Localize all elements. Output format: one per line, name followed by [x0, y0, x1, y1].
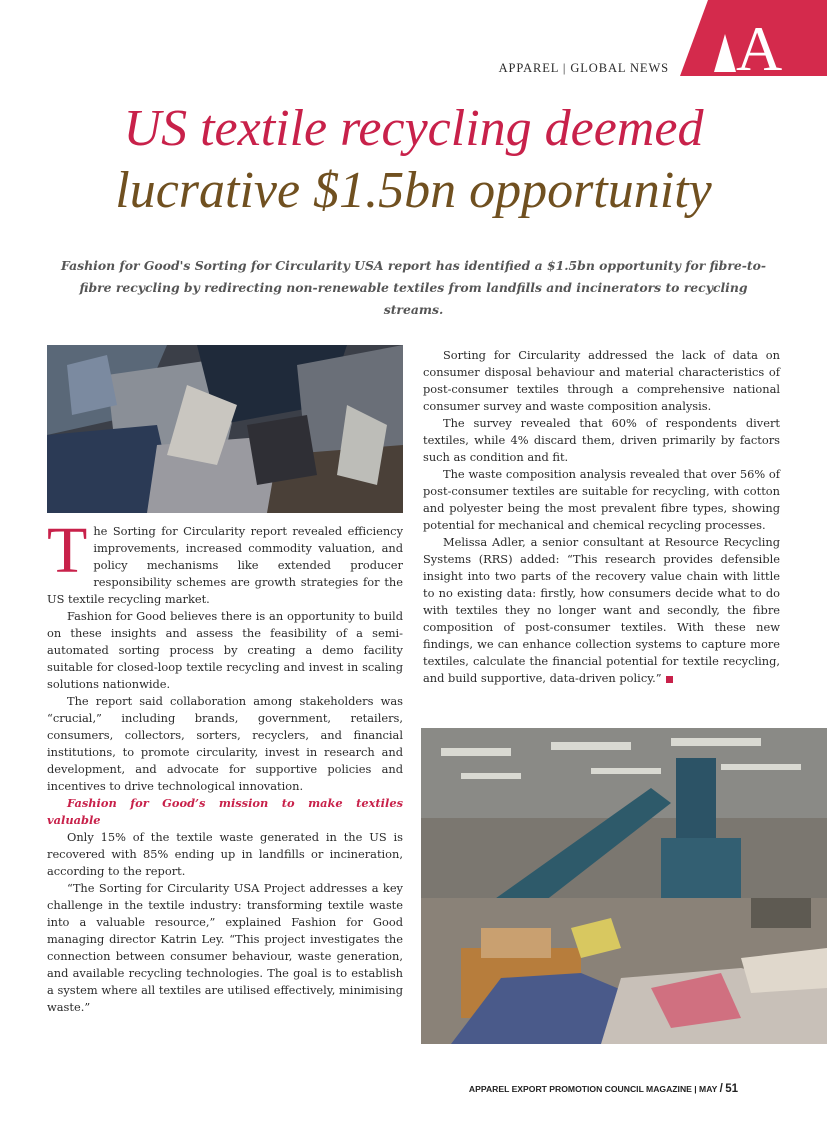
right-paragraph-4: Melissa Adler, a senior consultant at Resource Recycling Systems (RRS) added: “This research provides defensible insight into two parts of the recovery value chain with little to no existing data: firstly, how consumers decide what to do with textiles they no longer want and secondly, the fibre composition of post-consumer textiles. With these new findings, we can enhance collection systems to capture more textiles, calculate the financial potential for textile recycling, and build supportive, data-driven policy.” — [423, 535, 780, 685]
title-line-1: US textile recycling deemed — [123, 100, 704, 157]
title-line-2: lucrative $1.5bn opportunity — [115, 162, 712, 219]
footer-separator: / — [719, 1083, 723, 1095]
left-paragraph-4: Only 15% of the textile waste generated in the US is recovered with 85% ending up in landfills or incineration, according to the report. — [47, 830, 403, 878]
left-paragraph-5: “The Sorting for Circularity USA Project addresses a key challenge in the textile industry: transforming textile waste into a valuable resource,” explained Fashion for Good managing director Katrin Ley. “This project investigates the connection between consumer behaviour, waste generation, and available recycling technologies. The goal is to establish a system where all textiles are utilised effectively, minimising waste.” — [47, 881, 403, 1014]
right-paragraph-4-wrap — [423, 534, 780, 687]
facility-photo — [421, 728, 827, 1044]
left-paragraph-2: Fashion for Good believes there is an opportunity to build on these insights and assess the feasibility of a semi-automated sorting process by creating a demo facility suitable for closed-loop textile recycling and invest in scaling solutions nationwide. — [47, 609, 403, 691]
corner-logo-icon — [676, 0, 827, 76]
subheading: Fashion for Good’s mission to make textiles valuable — [47, 796, 403, 827]
right-paragraph-2: The survey revealed that 60% of respondents divert textiles, while 4% discard them, driven primarily by factors such as condition and fit. — [423, 416, 780, 464]
article-title — [20, 98, 807, 222]
left-paragraph-1: he Sorting for Circularity report revealed efficiency improvements, increased commodity valuation, and policy mechanisms like extended producer responsibility schemes are growth strategies for the US textile recycling market. — [47, 524, 403, 606]
intro-paragraph — [47, 514, 403, 608]
footer-magazine: APPAREL EXPORT PROMOTION COUNCIL MAGAZINE | MAY — [468, 1084, 718, 1094]
end-mark-icon — [666, 676, 673, 683]
drop-cap: T — [47, 514, 88, 587]
standfirst: Fashion for Good's Sorting for Circularity USA report has identified a $1.5bn opportunity for fibre-to-fibre recycling by redirecting non-renewable textiles from landfills and incinerators to recycling streams. — [60, 258, 766, 317]
section-label: APPAREL | GLOBAL NEWS — [498, 61, 669, 75]
right-paragraph-3: The waste composition analysis revealed that over 56% of post-consumer textiles are suitable for recycling, with cotton and polyester being the most prevalent fibre types, showing potential for mechanical and chemical recycling processes. — [423, 467, 780, 532]
corner-letter: A — [736, 13, 783, 76]
textiles-photo — [47, 345, 403, 513]
right-paragraph-1: Sorting for Circularity addressed the lack of data on consumer disposal behaviour and material characteristics of post-consumer textiles through a comprehensive national consumer survey and waste composition analysis. — [423, 348, 780, 413]
page-footer — [420, 1083, 738, 1095]
sorting-facility-photo — [421, 728, 827, 1044]
left-paragraph-3: The report said collaboration among stakeholders was “crucial,” including brands, government, retailers, consumers, collectors, sorters, recyclers, and financial institutions, to promote circularity, invest in research and development, and advocate for supportive policies and incentives to drive technological innovation. — [47, 694, 403, 793]
page-number: 51 — [725, 1083, 738, 1095]
right-column — [423, 347, 780, 687]
pile-of-clothes-photo — [47, 345, 403, 513]
left-column — [47, 514, 403, 1016]
